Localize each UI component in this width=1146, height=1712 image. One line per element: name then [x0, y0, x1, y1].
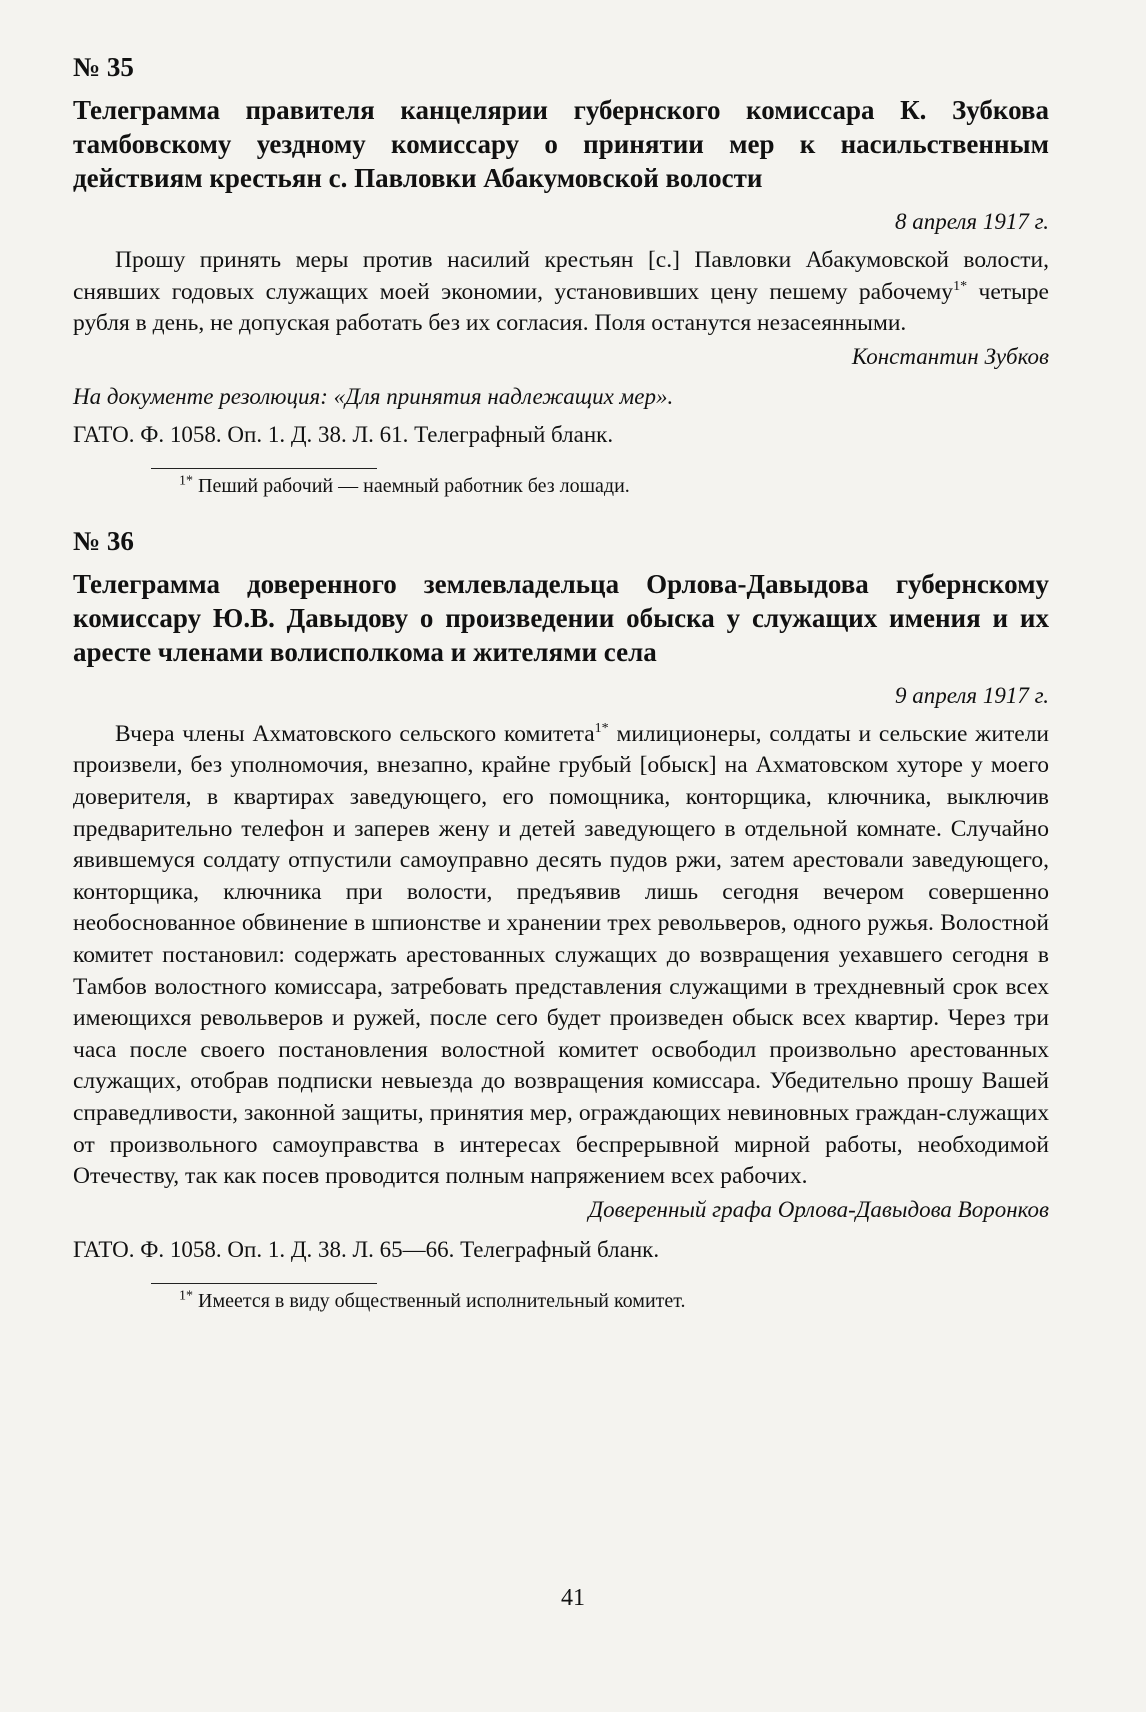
- footnote-marker: 1*: [179, 1288, 193, 1304]
- page-number: 41: [561, 1585, 585, 1611]
- doc-date: 8 апреля 1917 г.: [894, 209, 1049, 234]
- body-text-part: Вчера члены Ахматовского сельского комитета: [115, 720, 595, 747]
- doc-body: [73, 245, 1049, 340]
- footnote-text: Имеется в виду общественный исполнительный комитет.: [193, 1289, 686, 1312]
- signature: Константин Зубков: [851, 343, 1049, 369]
- footnote-text: Пеший рабочий — наемный работник без лошади.: [193, 474, 630, 497]
- archive-reference: ГАТО. Ф. 1058. Оп. 1. Д. 38. Л. 65—66. Телеграфный бланк.: [73, 1236, 660, 1262]
- footnote-ref: 1*: [594, 720, 609, 736]
- doc-date: 9 апреля 1917 г.: [894, 682, 1049, 708]
- document-35: [73, 52, 1049, 498]
- doc-title: Телеграмма правителя канцелярии губернского комиссара К. Зубкова тамбовскому уездному комиссару о принятии мер к насильственным действиям крестьян с. Павловки Абакумовской волости: [73, 95, 1049, 193]
- footnote-divider: [151, 468, 377, 469]
- footnote-ref: 1*: [953, 278, 968, 294]
- doc-title: Телеграмма доверенного землевладельца Орлова-Давыдова губернскому комиссару Ю.В. Давыдову о произведении обыска у служащих имения и их аресте членами волисполкома и жителями села: [73, 568, 1049, 667]
- doc-body: [73, 719, 1049, 1193]
- doc-number: № 35: [73, 52, 134, 82]
- resolution-note: На документе резолюция: «Для принятия надлежащих мер».: [73, 383, 674, 409]
- footnote: [179, 1290, 1049, 1313]
- footnote-marker: 1*: [179, 473, 193, 489]
- archive-reference: ГАТО. Ф. 1058. Оп. 1. Д. 38. Л. 61. Телеграфный бланк.: [73, 421, 614, 447]
- body-text-part: Прошу принять меры против насилий крестьян [с.] Павловки Абакумовской волости, снявших годовых служащих моей экономии, установивших цену пешему рабочему: [73, 247, 1049, 305]
- footnote: [179, 475, 1049, 498]
- signature: Доверенный графа Орлова-Давыдова Воронков: [588, 1196, 1049, 1222]
- body-text-part: четыре рубля в день, не допуская работать без их согласия. Поля останутся незасеянными.: [73, 278, 1049, 337]
- document-36: [73, 526, 1049, 1313]
- doc-number: № 36: [73, 525, 134, 556]
- footnote-divider: [151, 1283, 377, 1284]
- body-text-part: милиционеры, солдаты и сельские жители произвели, без уполномочия, внезапно, крайне грубый [обыск] на Ахматовском хуторе у моего доверителя, в квартирах заведующего, его помощника, конторщика, ключника, выключив предварительно телефон и заперев жену и детей заведующего в отдельной комнате. Случайно явившемуся солдату отпустили самоуправно десять пудов ржи, затем арестовали заведующего, конторщика, ключника при волости, предъявив лишь сегодня вечером совершенно необоснованное обвинение в шпионстве и хранении трех револьверов, одного ружья. Волостной комитет постановил: содержать арестованных служащих до возвращения уехавшего сегодня в Тамбов волостного комиссара, затребовать представления служащими в трехдневный срок всех имеющихся револьверов и ружей, после сего будет произведен обыск всех квартир. Через три часа после своего постановления волостной комитет освободил произвольно арестованных служащих, отобрав подписки невыезда до возвращения комиссара. Убедительно прошу Вашей справедливости, законной защиты, принятия мер, ограждающих невиновных граждан-служащих от произвольного самоуправства в интересах беспрерывной мирной работы, необходимой Отечеству, так как посев проводится полным напряжением всех рабочих.: [73, 720, 1049, 1190]
